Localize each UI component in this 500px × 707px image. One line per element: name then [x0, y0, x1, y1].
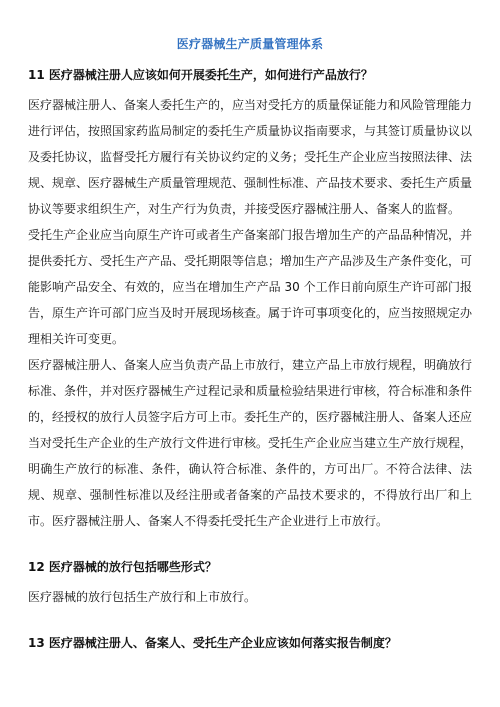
paragraph: 受托生产企业应当向原生产许可或者生产备案部门报告增加生产的产品品种情况，并提供委托方、受托生产产品、受托期限等信息；增加生产产品涉及生产条件变化，可能影响产品安全、有效的，应当在增加生产产品 30 个工作日前向原生产许可部门报告，原生产许可部门应当及时开展现场核查。属于许可事项变化的，应当按照规定办理相关许可变更。: [28, 228, 473, 346]
section-13: [28, 634, 472, 652]
paragraph: 医疗器械的放行包括生产放行和上市放行。: [28, 590, 257, 604]
document-title: 医疗器械生产质量管理体系: [176, 37, 324, 51]
section-heading: 12 医疗器械的放行包括哪些形式？: [28, 560, 217, 574]
section-spacer: [28, 610, 472, 634]
section-12: [28, 558, 472, 610]
section-heading: 13 医疗器械注册人、备案人、受托生产企业应该如何落实报告制度？: [28, 636, 397, 650]
section-11: [28, 66, 472, 534]
section-spacer: [28, 534, 472, 558]
section-heading: 11 医疗器械注册人应该如何开展委托生产，如何进行产品放行？: [28, 68, 373, 82]
paragraph: 医疗器械注册人、备案人委托生产的，应当对受托方的质量保证能力和风险管理能力进行评估，按照国家药监局制定的委托生产质量协议指南要求，与其签订质量协议以及委托协议，监督受托方履行有关协议约定的义务；受托生产企业应当按照法律、法规、规章、医疗器械生产质量管理规范、强制性标准、产品技术要求、委托生产质量协议等要求组织生产，对生产行为负责，并接受医疗器械注册人、备案人的监督。: [28, 98, 473, 216]
paragraph: 医疗器械注册人、备案人应当负责产品上市放行，建立产品上市放行规程，明确放行标准、条件，并对医疗器械生产过程记录和质量检验结果进行审核，符合标准和条件的，经授权的放行人员签字后方可上市。委托生产的，医疗器械注册人、备案人还应当对受托生产企业的生产放行文件进行审核。受托生产企业应当建立生产放行规程，明确生产放行的标准、条件，确认符合标准、条件的，方可出厂。不符合法律、法规、规章、强制性标准以及经注册或者备案的产品技术要求的，不得放行出厂和上市。医疗器械注册人、备案人不得委托受托生产企业进行上市放行。: [28, 358, 473, 528]
